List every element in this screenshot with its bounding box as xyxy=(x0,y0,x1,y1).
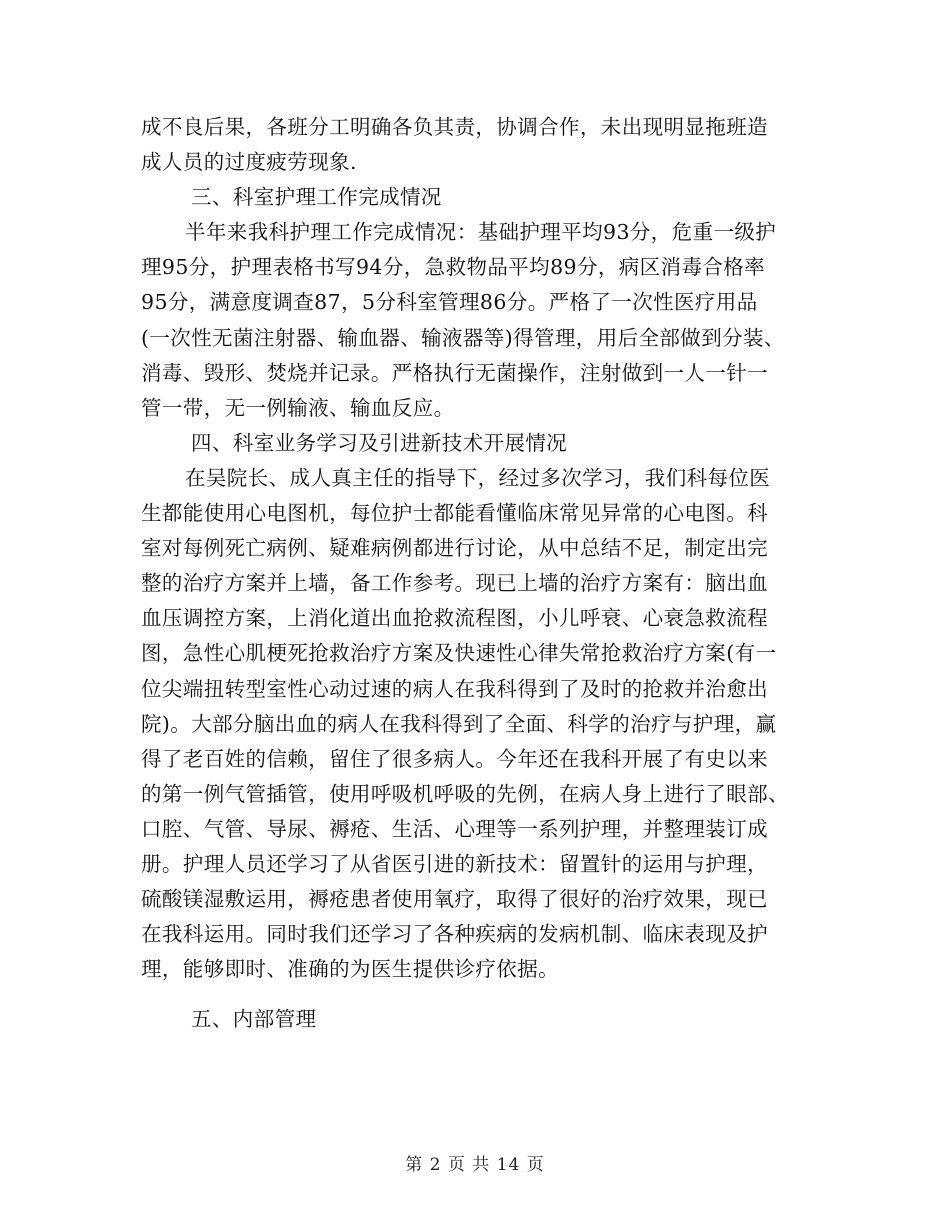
body-line-21: 口腔、气管、导尿、褥疮、生活、心理等一系列护理，并整理装订成 xyxy=(141,816,768,841)
section-heading-5: 五、内部管理 xyxy=(191,1007,317,1032)
body-line-16: 图，急性心肌梗死抢救治疗方案及快速性心律失常抢救治疗方案(有一 xyxy=(141,641,777,666)
body-line-8: 消毒、毁形、焚烧并记录。严格执行无菌操作，注射做到一人一针一 xyxy=(141,360,768,385)
body-line-20: 的第一例气管插管，使用呼吸机呼吸的先例，在病人身上进行了眼部、 xyxy=(141,781,789,806)
body-line-5: 理95分，护理表格书写94分，急救物品平均89分，病区消毒合格率 xyxy=(141,255,766,280)
body-line-9: 管一带，无一例输液、输血反应。 xyxy=(141,395,455,420)
paragraph-start-line: 半年来我科护理工作完成情况：基础护理平均93分，危重一级护 xyxy=(185,220,777,245)
body-line-24: 在我科运用。同时我们还学习了各种疾病的发病机制、临床表现及护 xyxy=(141,922,768,947)
paragraph-start-line: 在吴院长、成人真主任的指导下，经过多次学习，我们科每位医 xyxy=(185,465,771,490)
body-line-14: 整的治疗方案并上墙，备工作参考。现已上墙的治疗方案有：脑出血 xyxy=(141,571,768,596)
body-line-18: 院)。大部分脑出血的病人在我科得到了全面、科学的治疗与护理，赢 xyxy=(141,711,777,736)
section-heading-4: 四、科室业务学习及引进新技术开展情况 xyxy=(191,430,568,455)
body-line-17: 位尖端扭转型室性心动过速的病人在我科得到了及时的抢救并治愈出 xyxy=(141,676,768,701)
body-line-22: 册。护理人员还学习了从省医引进的新技术：留置针的运用与护理， xyxy=(141,851,768,876)
paragraph-spacer xyxy=(141,987,811,1002)
body-line-2: 成人员的过度疲劳现象. xyxy=(141,150,357,175)
section-heading-3: 三、科室护理工作完成情况 xyxy=(191,185,442,210)
body-line-1: 成不良后果，各班分工明确各负其责，协调合作，未出现明显拖班造 xyxy=(141,115,768,139)
body-line-25: 理，能够即时、准确的为医生提供诊疗依据。 xyxy=(141,957,559,982)
document-body xyxy=(141,110,811,1037)
body-line-15: 血压调控方案，上消化道出血抢救流程图，小儿呼衰、心衰急救流程 xyxy=(141,606,768,631)
body-line-19: 得了老百姓的信赖，留住了很多病人。今年还在我科开展了有史以来 xyxy=(141,746,768,771)
page-number-footer: 第 2 页 共 14 页 xyxy=(405,1155,545,1175)
body-line-13: 室对每例死亡病例、疑难病例都进行讨论，从中总结不足，制定出完 xyxy=(141,536,768,561)
body-line-7: (一次性无菌注射器、输血器、输液器等)得管理，用后全部做到分装、 xyxy=(141,325,785,350)
body-line-6: 95分，满意度调查87，5分科室管理86分。严格了一次性医疗用品 xyxy=(141,290,758,315)
body-line-12: 生都能使用心电图机，每位护士都能看懂临床常见异常的心电图。科 xyxy=(141,501,768,526)
body-line-23: 硫酸镁湿敷运用，褥疮患者使用氧疗，取得了很好的治疗效果，现已 xyxy=(141,887,768,912)
